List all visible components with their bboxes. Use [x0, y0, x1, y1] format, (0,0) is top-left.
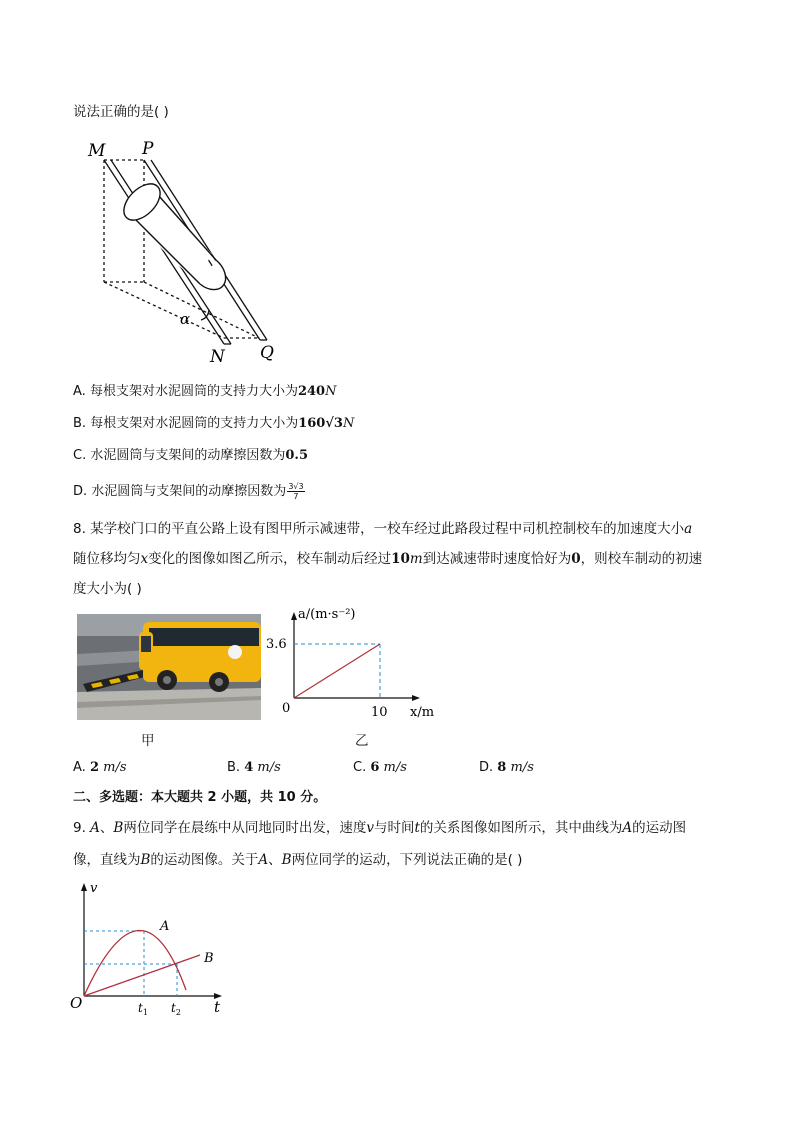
q7-option-d[interactable]: D. 水泥圆筒与支架间的动摩擦因数为 $\frac{3√3}{7}$	[73, 482, 304, 501]
section-title: 二、多选题：本大题共 2 小题，共 10 分。	[73, 790, 327, 805]
label-P: P	[142, 139, 154, 159]
curve-a-label: A	[160, 919, 170, 934]
q8-stem-line1: 8. 某学校门口的平直公路上设有图甲所示减速带，一校车经过此路段过程中司机控制校车的加速度大小a	[73, 521, 693, 537]
q9-v-t-graph	[66, 878, 236, 1018]
v-axis-label: v	[90, 881, 98, 896]
q8-option-d[interactable]: D. 8 m/s	[479, 760, 534, 775]
q8-stem-line3: 度大小为( )	[73, 581, 142, 597]
label-Q: Q	[260, 343, 274, 363]
q8-stem-line2: 随位移均匀x变化的图像如图乙所示，校车制动后经过10m到达减速带时速度恰好为0，则校车制动的初速	[73, 551, 703, 567]
caption-yi: 乙	[355, 733, 369, 749]
q7-incline-figure	[84, 134, 294, 366]
t2-label: $t_2$	[171, 1001, 181, 1017]
q7-option-c[interactable]: C. 水泥圆筒与支架间的动摩擦因数为0.5	[73, 448, 308, 463]
label-alpha: α	[180, 310, 191, 328]
y-axis-label: a/(m·s⁻²)	[298, 607, 356, 622]
q9-stem-line1: 9. A、B两位同学在晨练中从同地同时出发，速度v与时间t的关系图像如图所示，其中曲线为A的运动图	[73, 820, 687, 836]
caption-jia: 甲	[141, 733, 155, 749]
label-M: M	[88, 141, 106, 161]
t1-label: $t_1$	[138, 1001, 148, 1017]
q8-option-c[interactable]: C. 6 m/s	[353, 760, 407, 775]
q8-option-a[interactable]: A. 2 m/s	[73, 760, 127, 775]
label-N: N	[210, 347, 225, 367]
origin-label: 0	[282, 701, 291, 716]
q8-option-b[interactable]: B. 4 m/s	[227, 760, 281, 775]
q7-stem-tail: 说法正确的是( )	[73, 104, 169, 120]
q8-a-x-graph	[266, 604, 448, 724]
t-axis-label: t	[214, 998, 221, 1016]
q7-option-b[interactable]: B. 每根支架对水泥圆筒的支持力大小为160√3N	[73, 416, 355, 431]
line-b-label: B	[204, 951, 214, 966]
q7-option-a[interactable]: A. 每根支架对水泥圆筒的支持力大小为240N	[73, 384, 337, 399]
q9-stem-line2: 像，直线为B的运动图像。关于A、B两位同学的运动，下列说法正确的是( )	[73, 852, 523, 868]
origin-label: O	[70, 994, 83, 1012]
school-bus-photo	[77, 614, 261, 720]
x-axis-label: x/m	[410, 705, 435, 720]
fraction: $\frac{3√3}{7}$	[288, 482, 304, 501]
y-tick-label: 3.6	[266, 637, 287, 652]
x-tick-label: 10	[371, 705, 388, 720]
